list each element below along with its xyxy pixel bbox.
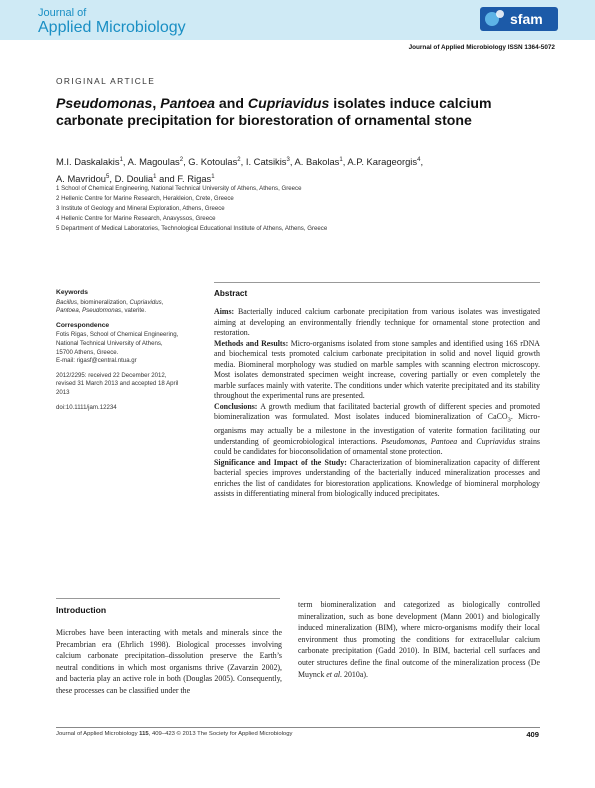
affiliation: 2 Hellenic Centre for Marine Research, Herakleion, Crete, Greece (56, 195, 234, 202)
affiliation: 3 Institute of Geology and Mineral Exploration, Athens, Greece (56, 205, 225, 212)
history-line: 2013 (56, 388, 70, 396)
author: A.P. Karageorgis (347, 156, 418, 168)
abstract-body (214, 307, 540, 500)
correspondence-line: 15700 Athens, Greece. (56, 348, 119, 356)
affiliation: 4 Hellenic Centre for Marine Research, Anavyssos, Greece (56, 215, 216, 222)
doi[interactable]: doi:10.1111/jam.12234 (56, 403, 117, 411)
article-title: Pseudomonas, Pantoea and Cupriavidus isolates induce calcium carbonate precipitation for biorestoration of ornamental stone (56, 95, 492, 128)
author: D. Doulia (114, 172, 154, 184)
correspondence-email[interactable]: E-mail: rigasf@central.ntua.gr (56, 357, 137, 365)
introduction-column-1: Microbes have been interacting with metals and minerals since the Precambrian era (Ehrlich 1998). Biological processes involving calcium carbonate precipitation–dissolution preserve the Earth’s neutral conditions in which most organisms thrive (Zavarzin 2002), and bacteria play an active role in both (Douglas 2005). Consequently, these processes can be classified under the (56, 628, 282, 695)
journal-title (38, 8, 186, 36)
abstract-conclusions: Conclusions: A growth medium that facilitated bacterial growth of different species and promoted biomineralization was formulated. Most isolates induced biomineralization of CaCO$_3$. Micro-organisms may actually be a milestone in the investigation of vaterite formation facilitating our understanding of geomicrobiological interactions. Pseudomonas, Pantoea and Cupriavidus strains could be candidates for bioconsolidation of ornamental stone protection. (214, 401, 541, 457)
abstract-aims: Aims: Bacterially induced calcium carbonate precipitation from various isolates was investigated aiming at developing an environmentally friendly technique for ornamental stone protection and restoration. (214, 307, 540, 337)
keywords-heading: Keywords (56, 289, 88, 296)
author: M.I. Daskalakis (56, 156, 120, 168)
article-sidebar (56, 289, 194, 418)
affiliation: 5 Department of Medical Laboratories, Technological Educational Institute of Athens, Athens, Greece (56, 225, 328, 232)
keywords-block (56, 289, 194, 316)
correspondence-line: National Technical University of Athens, (56, 339, 163, 347)
author: A. Magoulas (127, 156, 180, 168)
history-block (56, 372, 194, 398)
abstract-heading: Abstract (214, 289, 248, 298)
history-line: revised 31 March 2013 and accepted 18 April (56, 380, 179, 388)
author-list: M.I. Daskalakis$^1$, A. Magoulas$^2$, G. Kotoulas$^2$, I. Catsikis$^3$, A. Bakolas$^1$, A.P. Karageorgis$^4$, A. Mavridou$^5$, D. Doulia$^1$ and F. Rigas$^1$ (56, 156, 424, 184)
author: F. Rigas (177, 172, 212, 184)
footer-divider (56, 727, 540, 728)
correspondence-line: Fotis Rigas, School of Chemical Engineering, (56, 331, 179, 339)
abstract-divider (214, 282, 540, 283)
author: G. Kotoulas (188, 156, 238, 168)
author: I. Catsikis (245, 156, 287, 168)
introduction-column-2: term biomineralization and categorized as biologically controlled mineralization, such as bone development (Mann 2001) and biologically induced mineralization (BIM), where micro-organisms modify their local environment thus promoting the conditions for extracellular calcium carbonate precipitation (Gadd 2010). In BIM, bacterial cell surfaces and outer structures define the final outcome of the mineralization process (De Muynck et al. 2010a). (298, 600, 540, 679)
correspondence-block (56, 322, 194, 366)
journal-issn: Journal of Applied Microbiology ISSN 1364-5072 (408, 44, 555, 51)
sfam-logo-text: sfam (510, 11, 543, 27)
journal-title-line1: Journal of (38, 7, 87, 19)
page-number: 409 (526, 730, 539, 739)
author: A. Mavridou (56, 172, 107, 184)
author: A. Bakolas (294, 156, 340, 168)
sfam-logo (478, 5, 560, 33)
correspondence-heading: Correspondence (56, 321, 110, 329)
abstract-methods: Methods and Results: Micro-organisms isolated from stone samples and identified using 16S rDNA and biochemical tests promoted calcium carbonate precipitation in solid and novel liquid growth media. Biomineral morphology was studied on marble samples with scanning electron microscopy. Most isolates demonstrated specimen weight increase, covering partially or even completely the marble surfaces mainly with vaterite. The conditions under which vaterite precipitated and its stability throughout the experimental runs are presented. (214, 338, 541, 400)
affiliation: 1 School of Chemical Engineering, National Technical University of Athens, Athens, Greece (56, 185, 302, 192)
keywords-text: Bacillus, biomineralization, Cupriavidus, Pantoea, Pseudomonas, vaterite. (56, 298, 164, 315)
footer-citation: Journal of Applied Microbiology 115, 409–423 © 2013 The Society for Applied Microbiology (56, 731, 293, 737)
article-type: ORIGINAL ARTICLE (56, 76, 156, 86)
abstract-significance: Significance and Impact of the Study: Characterization of biomineralization capacity of different bacterial species improves understanding of the bacterially induced mineralization processes and enriches the list of candidates for biorestoration applications. Knowledge of biomineral morphology assists in differentiating mineral from biologically induced precipitates. (214, 457, 540, 499)
introduction-divider (56, 598, 280, 599)
introduction-heading: Introduction (56, 605, 107, 615)
affiliation-list (56, 184, 536, 234)
journal-title-line2: Applied Microbiology (38, 19, 186, 36)
history-line: 2012/2295: received 22 December 2012, (56, 371, 167, 379)
